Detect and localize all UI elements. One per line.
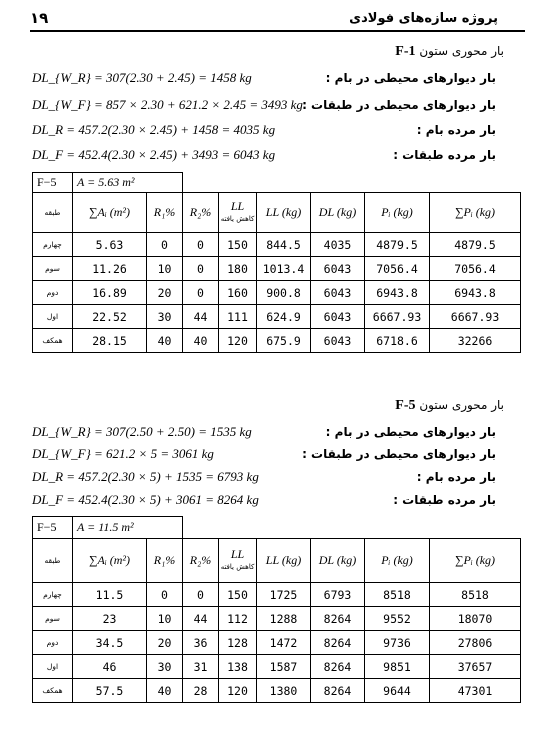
floor-cell: چهارم (33, 583, 73, 607)
value-cell: 16.89 (73, 281, 147, 305)
value-cell: 8264 (311, 679, 365, 703)
value-cell: 6667.93 (365, 305, 430, 329)
table-row (33, 583, 521, 607)
value-cell: 22.52 (73, 305, 147, 329)
section-heading: بار محوری ستون F-5 (395, 398, 504, 413)
column-header: طبقه (33, 193, 73, 233)
column-header: ∑Aᵢ (m²) (73, 539, 147, 583)
table-row (33, 233, 521, 257)
table-row (33, 655, 521, 679)
value-cell: 46 (73, 655, 147, 679)
equation-label: بار دیوارهای محیطی در طبقات : (302, 98, 496, 112)
value-cell: 7056.4 (365, 257, 430, 281)
floor-cell: چهارم (33, 233, 73, 257)
equation-label: بار دیوارهای محیطی در بام : (325, 71, 496, 85)
value-cell: 28 (183, 679, 219, 703)
value-cell: 6943.8 (365, 281, 430, 305)
equation: DL_R = 457.2(2.30 × 2.45) + 1458 = 4035 kg (32, 122, 276, 137)
value-cell: 0 (183, 281, 219, 305)
value-cell: 138 (219, 655, 257, 679)
value-cell: 4879.5 (365, 233, 430, 257)
column-header: ∑Pᵢ (kg) (430, 539, 521, 583)
value-cell: 0 (183, 583, 219, 607)
value-cell: 0 (147, 583, 183, 607)
value-cell: 1380 (257, 679, 311, 703)
value-cell: 6718.6 (365, 329, 430, 353)
value-cell: 150 (219, 583, 257, 607)
column-header: DL (kg) (311, 193, 365, 233)
table-row (33, 329, 521, 353)
value-cell: 0 (147, 233, 183, 257)
floor-cell: اول (33, 655, 73, 679)
value-cell: 9851 (365, 655, 430, 679)
value-cell: 8264 (311, 607, 365, 631)
table-row (33, 607, 521, 631)
value-cell: 4879.5 (430, 233, 521, 257)
table-area: A = 5.63 m² (73, 173, 183, 193)
column-header: طبقه (33, 539, 73, 583)
value-cell: 32266 (430, 329, 521, 353)
value-cell: 18070 (430, 607, 521, 631)
floor-cell: سوم (33, 607, 73, 631)
value-cell: 6943.8 (430, 281, 521, 305)
value-cell: 44 (183, 305, 219, 329)
value-cell: 9644 (365, 679, 430, 703)
value-cell: 8518 (365, 583, 430, 607)
equation-label: بار مرده بام : (416, 123, 496, 137)
column-header: LL (kg) (257, 193, 311, 233)
load-table (32, 172, 521, 353)
value-cell: 11.5 (73, 583, 147, 607)
floor-cell: همکف (33, 679, 73, 703)
equation-label: بار دیوارهای محیطی در طبقات : (302, 447, 496, 461)
column-header: Pᵢ (kg) (365, 193, 430, 233)
equation: DL_F = 452.4(2.30 × 2.45) + 3493 = 6043 kg (32, 147, 276, 162)
running-header-title: پروژه سازه‌های فولادی (349, 11, 498, 26)
value-cell: 40 (147, 679, 183, 703)
equation: DL_{W_R} = 307(2.30 + 2.45) = 1458 kg (32, 70, 252, 85)
equation-label: بار مرده طبقات : (393, 493, 496, 507)
value-cell: 900.8 (257, 281, 311, 305)
value-cell: 8264 (311, 655, 365, 679)
value-cell: 1288 (257, 607, 311, 631)
value-cell: 1725 (257, 583, 311, 607)
equation-label: بار دیوارهای محیطی در بام : (325, 425, 496, 439)
value-cell: 34.5 (73, 631, 147, 655)
column-header: R₁% (147, 539, 183, 583)
value-cell: 57.5 (73, 679, 147, 703)
value-cell: 6043 (311, 281, 365, 305)
value-cell: 31 (183, 655, 219, 679)
column-header: R₂% (183, 539, 219, 583)
value-cell: 180 (219, 257, 257, 281)
page-number: ۱۹ (30, 9, 49, 27)
table-id: F−5 (33, 517, 73, 539)
equation: DL_{W_F} = 857 × 2.30 + 621.2 × 2.45 = 3493 kg (32, 97, 303, 112)
value-cell: 44 (183, 607, 219, 631)
table-row (33, 679, 521, 703)
value-cell: 0 (183, 257, 219, 281)
value-cell: 6043 (311, 305, 365, 329)
load-table (32, 516, 521, 703)
value-cell: 6043 (311, 329, 365, 353)
equation: DL_{W_R} = 307(2.50 + 2.50) = 1535 kg (32, 424, 252, 439)
value-cell: 6667.93 (430, 305, 521, 329)
value-cell: 8264 (311, 631, 365, 655)
value-cell: 111 (219, 305, 257, 329)
value-cell: 10 (147, 607, 183, 631)
value-cell: 30 (147, 655, 183, 679)
column-header: LL کاهش یافته (219, 193, 257, 233)
value-cell: 6793 (311, 583, 365, 607)
column-header: ∑Pᵢ (kg) (430, 193, 521, 233)
value-cell: 1472 (257, 631, 311, 655)
value-cell: 5.63 (73, 233, 147, 257)
value-cell: 160 (219, 281, 257, 305)
value-cell: 11.26 (73, 257, 147, 281)
floor-cell: دوم (33, 631, 73, 655)
value-cell: 6043 (311, 257, 365, 281)
floor-cell: همکف (33, 329, 73, 353)
value-cell: 30 (147, 305, 183, 329)
value-cell: 28.15 (73, 329, 147, 353)
value-cell: 844.5 (257, 233, 311, 257)
column-header: LL کاهش یافته (219, 539, 257, 583)
floor-cell: دوم (33, 281, 73, 305)
value-cell: 37657 (430, 655, 521, 679)
value-cell: 9736 (365, 631, 430, 655)
value-cell: 1587 (257, 655, 311, 679)
value-cell: 9552 (365, 607, 430, 631)
section-heading: بار محوری ستون F-1 (395, 44, 504, 59)
table-row (33, 305, 521, 329)
value-cell: 40 (183, 329, 219, 353)
value-cell: 8518 (430, 583, 521, 607)
value-cell: 10 (147, 257, 183, 281)
value-cell: 0 (183, 233, 219, 257)
value-cell: 7056.4 (430, 257, 521, 281)
value-cell: 23 (73, 607, 147, 631)
value-cell: 128 (219, 631, 257, 655)
floor-cell: اول (33, 305, 73, 329)
value-cell: 20 (147, 631, 183, 655)
value-cell: 27806 (430, 631, 521, 655)
column-header: ∑Aᵢ (m²) (73, 193, 147, 233)
value-cell: 120 (219, 679, 257, 703)
column-header: R₁% (147, 193, 183, 233)
equation: DL_F = 452.4(2.30 × 5) + 3061 = 8264 kg (32, 492, 259, 507)
value-cell: 40 (147, 329, 183, 353)
value-cell: 20 (147, 281, 183, 305)
value-cell: 4035 (311, 233, 365, 257)
value-cell: 150 (219, 233, 257, 257)
equation-label: بار مرده طبقات : (393, 148, 496, 162)
floor-cell: سوم (33, 257, 73, 281)
equation: DL_R = 457.2(2.30 × 5) + 1535 = 6793 kg (32, 469, 259, 484)
column-header: DL (kg) (311, 539, 365, 583)
value-cell: 624.9 (257, 305, 311, 329)
value-cell: 36 (183, 631, 219, 655)
table-area: A = 11.5 m² (73, 517, 183, 539)
table-row (33, 281, 521, 305)
table-row (33, 257, 521, 281)
table-row (33, 631, 521, 655)
value-cell: 1013.4 (257, 257, 311, 281)
value-cell: 120 (219, 329, 257, 353)
column-header: LL (kg) (257, 539, 311, 583)
column-header: Pᵢ (kg) (365, 539, 430, 583)
value-cell: 47301 (430, 679, 521, 703)
value-cell: 112 (219, 607, 257, 631)
equation: DL_{W_F} = 621.2 × 5 = 3061 kg (32, 446, 214, 461)
column-header: R₂% (183, 193, 219, 233)
equation-label: بار مرده بام : (416, 470, 496, 484)
header-rule (30, 30, 525, 32)
table-id: F−5 (33, 173, 73, 193)
value-cell: 675.9 (257, 329, 311, 353)
